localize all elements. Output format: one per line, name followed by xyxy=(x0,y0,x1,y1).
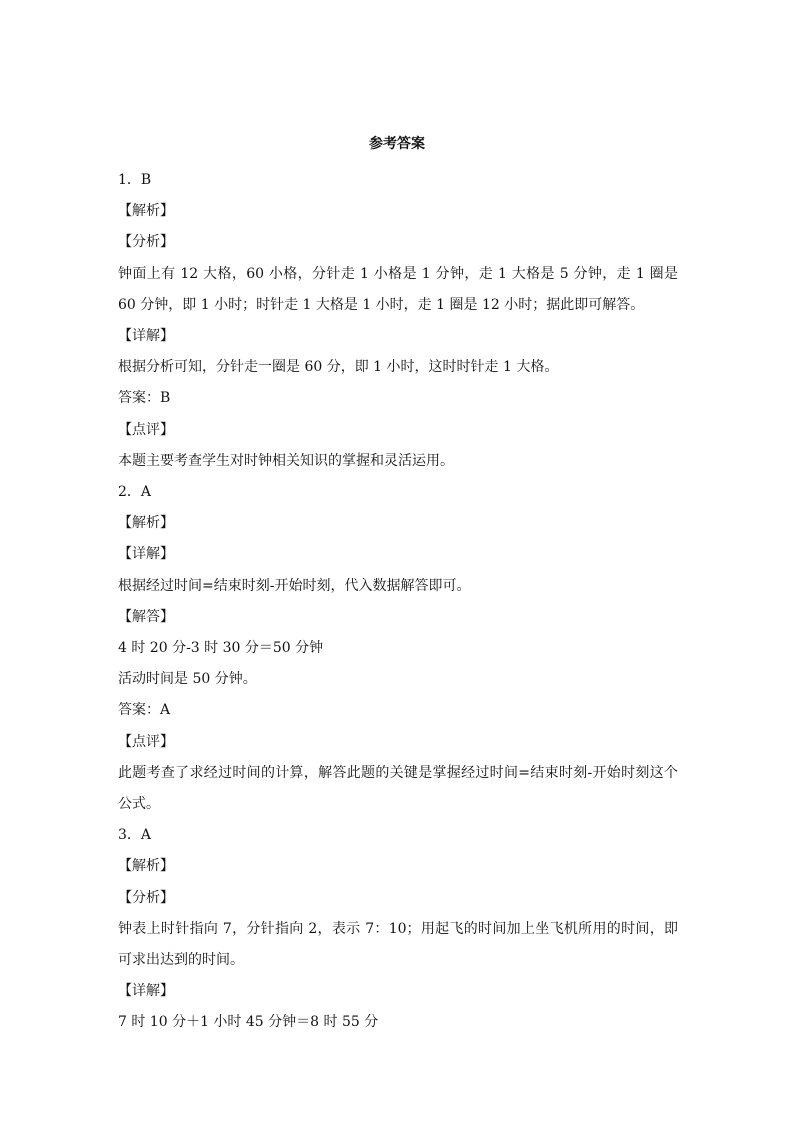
paragraph: 此题考查了求经过时间的计算，解答此题的关键是掌握经过时间=结束时刻-开始时刻这个公式。 xyxy=(118,764,678,813)
paragraph: 钟面上有 12 大格，60 小格，分针走 1 小格是 1 分钟，走 1 大格是 5 分钟，走 1 圈是 60 分钟，即 1 小时；时针走 1 大格是 1 小时，走 1 圈是 12 小时；据此即可解答。 xyxy=(118,265,678,313)
equation-line: 4 时 20 分-3 时 30 分＝50 分钟 xyxy=(118,640,324,657)
section-heading: 【详解】 xyxy=(118,546,174,563)
answer-content xyxy=(118,165,678,1039)
section-heading: 【解答】 xyxy=(118,608,174,625)
section-heading: 【点评】 xyxy=(118,421,174,438)
section-heading: 【分析】 xyxy=(118,889,174,906)
section-heading: 【解析】 xyxy=(118,858,174,875)
paragraph: 本题主要考查学生对时钟相关知识的掌握和灵活运用。 xyxy=(118,452,454,469)
section-heading: 【详解】 xyxy=(118,328,174,345)
paragraph: 根据分析可知，分针走一圈是 60 分，即 1 小时，这时时针走 1 大格。 xyxy=(118,359,559,376)
section-heading: 【点评】 xyxy=(118,733,174,750)
answer-line: 答案：B xyxy=(118,390,171,407)
paragraph: 根据经过时间=结束时刻-开始时刻，代入数据解答即可。 xyxy=(118,577,471,594)
section-heading: 【详解】 xyxy=(118,983,174,1000)
page-title: 参考答案 xyxy=(369,136,425,152)
q3-answer: 3．A xyxy=(118,827,152,844)
answer-line: 答案：A xyxy=(118,702,171,719)
section-heading: 【解析】 xyxy=(118,203,174,220)
q2-answer: 2．A xyxy=(118,484,152,501)
section-heading: 【分析】 xyxy=(118,234,174,251)
section-heading: 【解析】 xyxy=(118,515,174,532)
paragraph: 钟表上时针指向 7，分针指向 2，表示 7：10；用起飞的时间加上坐飞机所用的时间，即可求出达到的时间。 xyxy=(118,920,678,969)
equation-line: 7 时 10 分＋1 小时 45 分钟＝8 时 55 分 xyxy=(118,1014,379,1031)
q1-answer: 1．B xyxy=(118,172,152,188)
paragraph: 活动时间是 50 分钟。 xyxy=(118,671,257,688)
